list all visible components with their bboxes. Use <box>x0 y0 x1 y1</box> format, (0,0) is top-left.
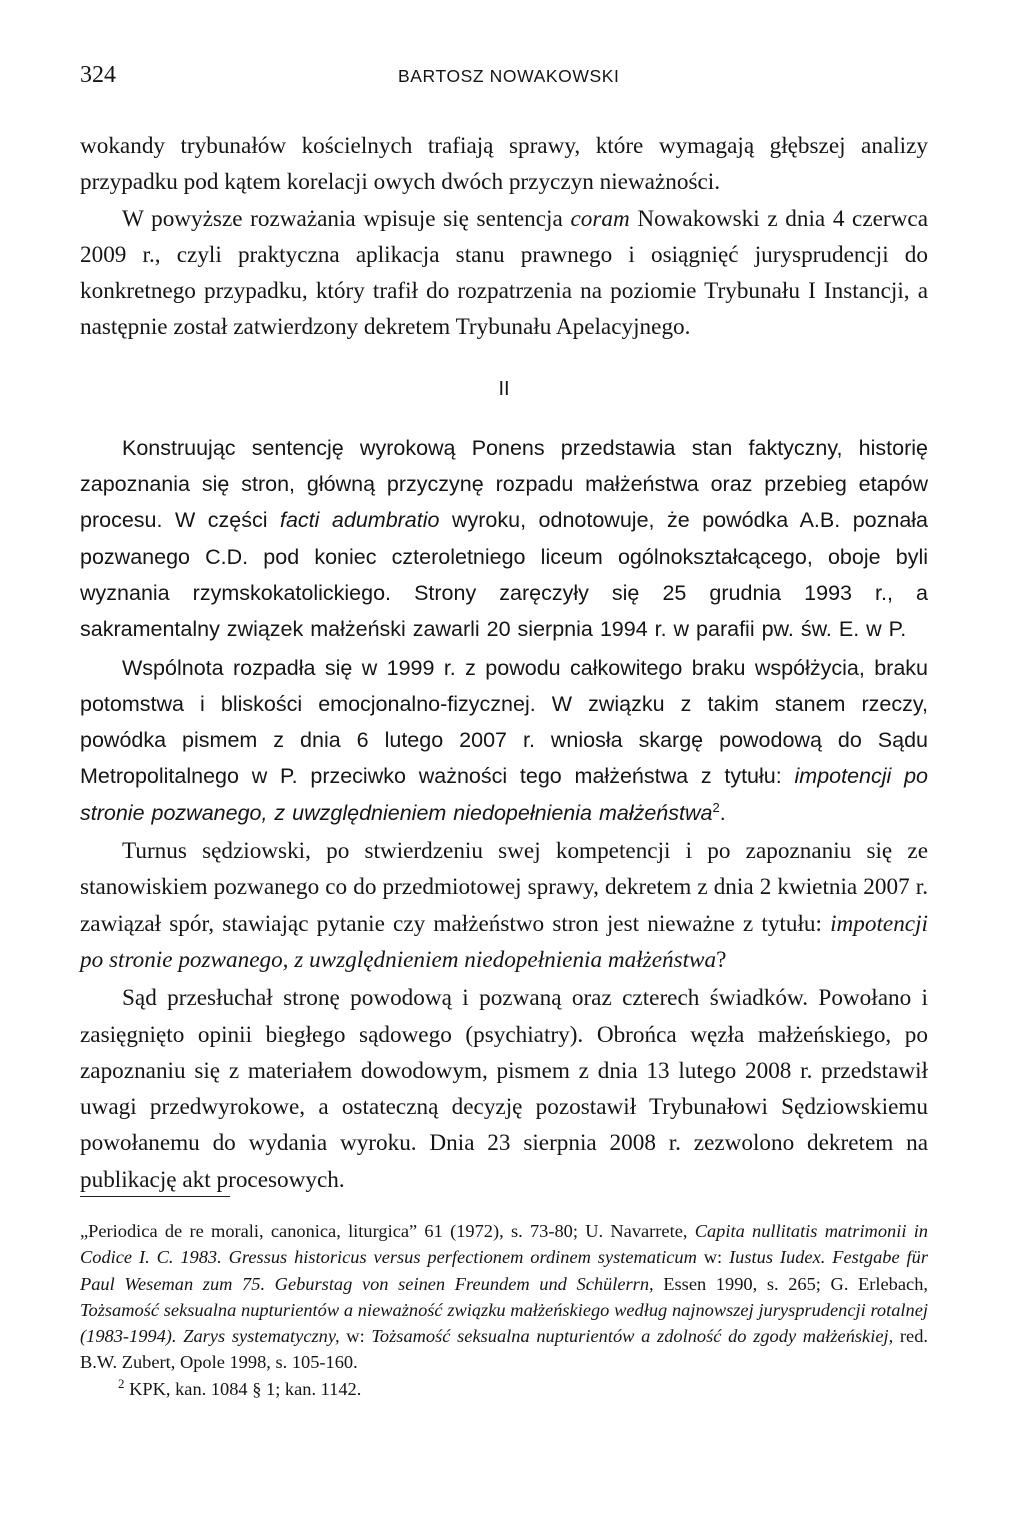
footnote-text: Essen 1990, s. 265; G. Erlebach, <box>653 1273 928 1294</box>
footnote-marker: 2 <box>118 1375 125 1391</box>
paragraph-sentence-intro <box>80 201 928 346</box>
paragraph-text: Turnus sędziowski, po stwierdzeniu swej kompetencji i po zapoznaniu się ze stanowiskiem pozwanego co do przedmiotowej sprawy, dekretem z dnia 2 kwietnia 2007 r. zawiązał spór, stawiając pytanie czy małżeństwo stron jest nieważne z tytułu: <box>80 838 928 937</box>
paragraph-text: Nowakowski z dnia 4 czerwca 2009 r., czyli praktyczna aplikacja stanu prawnego i osiągnięć jurysprudencji do konkretnego przypadku, który trafił do rozpatrzenia na poziomie Trybunału I Instancji, a następnie został zatwierdzony dekretem Trybunału Apelacyjnego. <box>80 205 928 341</box>
footnote-text: w: <box>696 1247 730 1268</box>
paragraph-continuation <box>80 128 928 201</box>
paragraph-text: ? <box>716 946 727 973</box>
page-number: 324 <box>80 62 116 88</box>
paragraph-facts <box>80 430 928 648</box>
paragraph-text: Wspólnota rozpadła się w 1999 r. z powodu całkowitego braku współżycia, braku potomstwa i bliskości emocjonalno-fizycznej. W związku z takim stanem rzeczy, powódka pismem z dnia 6 lutego 2007 r. wniosła skargę powodową do Sądu Metropolitalnego w P. przeciwko ważności tego małżeństwa z tytułu: <box>80 655 928 789</box>
paragraph-text: Sąd przesłuchał stronę powodową i pozwaną oraz czterech świadków. Powołano i zasięgnięto opinii biegłego sądowego (psychiatry). Obrońca węzła małżeńskiego, po zapoznaniu się z materiałem dowodowym, pismem z dnia 13 lutego 2008 r. przedstawił uwagi przedwyrokowe, a ostateczną decyzję pozostawił Trybunałowi Sędziowskiemu powołanemu do wydania wyroku. Dnia 23 sierpnia 2008 r. zezwolono dekretem na publikację akt procesowych. <box>80 985 928 1193</box>
italic-term: facti adumbratio <box>279 508 440 533</box>
footnote-text: red. B.W. Zubert, Opole 1998, s. 105-160. <box>80 1326 928 1373</box>
paragraph-text: wyroku, odnotowuje, że powódka A.B. poznała pozwanego C.D. pod koniec czteroletniego liceum ogólnokształcącego, oboje byli wyznania rzymskokatolickiego. Strony zaręczyły się 25 grudnia 1993 r., a sakramentalny związek małżeński zawarli 20 sierpnia 1994 r. w parafii pw. św. E. w P. <box>80 508 929 642</box>
running-header <box>80 62 928 92</box>
running-title: BARTOSZ NOWAKOWSKI <box>398 66 620 86</box>
footnote-1 <box>80 1218 928 1376</box>
paragraph-breakdown <box>80 650 928 831</box>
italic-term: coram <box>570 205 630 232</box>
footnotes <box>80 1218 928 1402</box>
footnote-italic: Capita nullitatis matrimonii in Codice I. C. 1983. Gressus historicus versus perfectionem ordinem systematicum <box>80 1221 928 1268</box>
paragraph-text: Konstruując sentencję wyrokową Ponens przedstawia stan faktyczny, historię zapoznania się stron, główną przyczynę rozpadu małżeństwa oraz przebieg etapów procesu. W części <box>80 435 928 533</box>
footnote-italic: Iustus Iudex. Festgabe für Paul Weseman zum 75. Geburstag von seinen Freundem und Schülerrn, <box>80 1247 928 1294</box>
italic-claim: impotencji po stronie pozwanego, z uwzględnieniem niedopełnienia małżeństwa <box>80 910 928 973</box>
paragraph-hearing <box>80 980 928 1198</box>
paragraph-text: wokandy trybunałów kościelnych trafiają sprawy, które wymagają głębszej analizy przypadku pod kątem korelacji owych dwóch przyczyn nieważności. <box>80 133 928 196</box>
paragraph-text: W powyższe rozważania wpisuje się sentencja <box>122 205 571 232</box>
footnote-italic: Tożsamość seksualna nupturientów a nieważność związku małżeńskiego według najnowszej jurysprudencji rotalnej (1983-1994). Zarys systematyczny, <box>80 1299 928 1347</box>
footnote-italic: Tożsamość seksualna nupturientów a zdolność do zgody małżeńskiej, <box>371 1326 894 1347</box>
footnote-marker: 2 <box>712 799 720 815</box>
body-text <box>80 128 928 1198</box>
italic-claim: impotencji po stronie pozwanego, z uwzględnieniem niedopełnienia małżeństwa <box>80 764 928 825</box>
footnote-text: w: <box>339 1326 372 1347</box>
paragraph-tribunal <box>80 833 928 978</box>
footnote-separator <box>80 1196 230 1197</box>
paragraph-text: . <box>719 800 726 825</box>
footnote-2 <box>80 1376 928 1402</box>
footnote-text: „Periodica de re morali, canonica, liturgica” 61 (1972), s. 73-80; U. Navarrete, <box>80 1221 695 1241</box>
section-heading: II <box>498 377 510 400</box>
footnote-text: KPK, kan. 1084 § 1; kan. 1142. <box>124 1378 362 1399</box>
